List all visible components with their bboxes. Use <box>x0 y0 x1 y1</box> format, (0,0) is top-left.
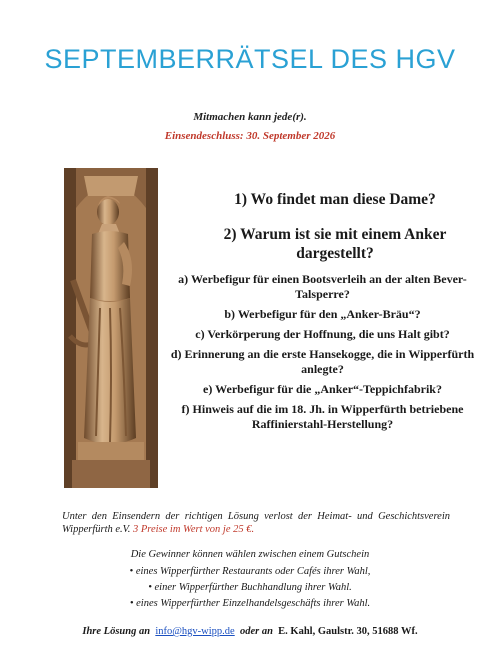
footer-prefix: Ihre Lösung an <box>82 626 151 637</box>
subtitle: Mitmachen kann jede(r). <box>193 111 307 123</box>
voucher-option-bookstore: • einer Wipperfürther Buchhandlung ihrer Wahl. <box>148 582 352 593</box>
voucher-intro: Die Gewinner können wählen zwischen einem Gutschein <box>130 549 370 560</box>
prize-info-text: Unter den Einsendern der richtigen Lösung verlost der Heimat- und Geschichtsverein Wipperfürth e.V. <box>62 511 450 535</box>
answer-f: f) Hinweis auf die im 18. Jh. in Wipperfürth betriebene Raffinierstahl-Herstellung? <box>181 402 464 431</box>
answer-c: c) Verkörperung der Hoffnung, die uns Halt gibt? <box>195 327 450 341</box>
deadline: Einsendeschluss: 30. September 2026 <box>164 130 336 142</box>
answer-a: a) Werbefigur für einen Bootsverleih an der alten Bever-Talsperre? <box>178 272 467 301</box>
voucher-option-retail: • eines Wipperfürther Einzelhandelsgeschäfts ihrer Wahl. <box>129 598 371 609</box>
question-1: 1) Wo findet man diese Dame? <box>234 191 436 208</box>
page-title: SEPTEMBERRÄTSEL DES HGV <box>44 44 456 74</box>
prize-info <box>62 510 450 536</box>
answer-list <box>170 272 475 437</box>
answer-e: e) Werbefigur für die „Anker“-Teppichfabrik? <box>203 382 442 396</box>
answer-d: d) Erinnerung an die erste Hansekogge, die in Wipperfürth anlegte? <box>170 347 475 376</box>
submission-footer <box>0 626 500 637</box>
prize-amount: 3 Preise im Wert von je 25 €. <box>132 524 255 535</box>
email-link[interactable]: info@hgv-wipp.de <box>155 626 235 637</box>
answer-b: b) Werbefigur für den „Anker-Bräu“? <box>224 307 421 321</box>
postal-address: E. Kahl, Gaulstr. 30, 51688 Wf. <box>278 626 418 637</box>
voucher-option-restaurant: • eines Wipperfürther Restaurants oder Cafés ihrer Wahl, <box>129 566 371 577</box>
question-2: 2) Warum ist sie mit einem Anker dargestellt? <box>223 226 447 262</box>
footer-middle: oder an <box>239 626 273 637</box>
statue-photo <box>64 168 158 488</box>
